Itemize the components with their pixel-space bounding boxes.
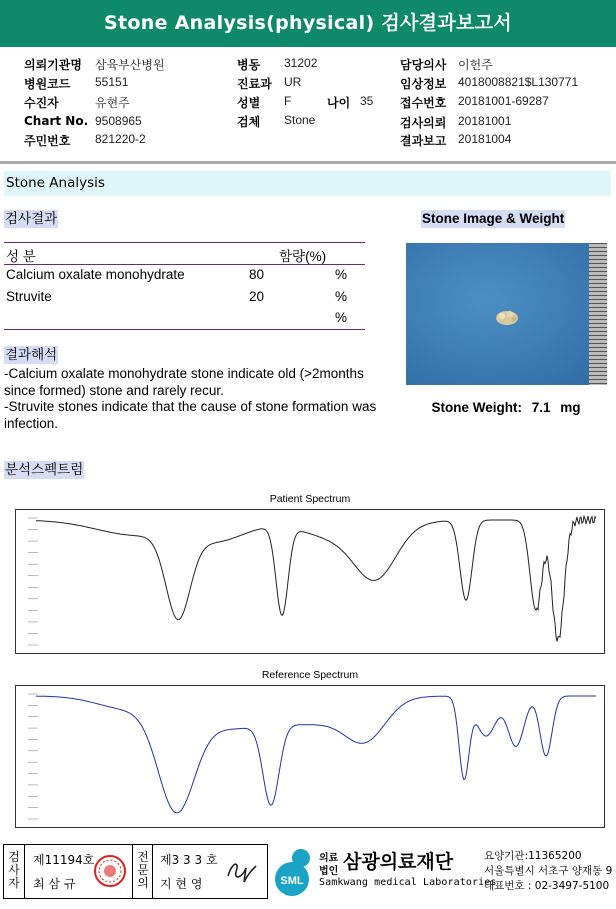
row2-name: Struvite: [6, 289, 52, 304]
request-label: 검사의뢰: [400, 116, 447, 130]
specimen-value: Stone: [284, 113, 316, 127]
sex-value: F: [284, 94, 292, 108]
interpretation-line-1: -Calcium oxalate monohydrate stone indicate old (>2months since formed) stone and rarely recur.: [4, 366, 364, 398]
stone-photo: [406, 243, 607, 385]
patient-value: 유현주: [95, 96, 130, 110]
doctor-value: 이헌주: [458, 58, 493, 72]
specialist-name: 지 현 영: [160, 877, 203, 891]
reference-spectrum-chart: [15, 685, 605, 828]
care-code: 요양기관:11365200: [484, 850, 582, 862]
reference-spectrum-line: [36, 696, 596, 813]
doctor-label: 담당의사: [400, 58, 447, 72]
scale-ruler: [589, 243, 607, 385]
divider: [0, 161, 616, 164]
clinical-value: 4018008821$L130771: [458, 75, 579, 89]
table-bottom-rule: [4, 329, 365, 330]
patient-spectrum-svg: [16, 510, 604, 653]
report-date-label: 결과보고: [400, 134, 447, 148]
org-en: Samkwang medical Laboratories: [319, 877, 497, 888]
logo-text: SML: [280, 875, 304, 887]
results-heading: 검사결과: [5, 211, 58, 227]
age-value: 35: [360, 94, 374, 108]
examiner-no: 제11194호: [33, 853, 95, 867]
dept-value: UR: [284, 75, 302, 89]
stone-weight: [406, 400, 606, 415]
report-date-value: 20181004: [458, 132, 512, 146]
patient-label: 수진자: [24, 96, 59, 110]
chart-value: 9508965: [95, 114, 142, 128]
dept-label: 진료과: [237, 77, 272, 91]
interpretation-text: [4, 366, 396, 432]
row3-unit: %: [335, 310, 348, 325]
patient-spectrum-chart: [15, 509, 605, 654]
org-name: 삼광의료재단: [343, 851, 454, 873]
chart-label: Chart No.: [24, 114, 89, 128]
patient-spectrum-line: [36, 516, 596, 641]
org-prefix-2: 법인: [319, 866, 339, 877]
signature-icon: [222, 854, 262, 888]
clinical-label: 임상정보: [400, 77, 447, 91]
weight-value: 7.1: [531, 400, 551, 415]
row1-unit: %: [335, 267, 348, 282]
reference-spectrum-svg: [16, 686, 604, 827]
col-content: 함량(%): [279, 249, 327, 264]
institution-label: 의뢰기관명: [24, 58, 82, 72]
request-value: 20181001: [458, 114, 512, 128]
specimen-label: 검체: [237, 115, 261, 129]
age-label: 나이: [327, 96, 351, 110]
hospital-code-value: 55151: [95, 75, 129, 89]
weight-unit: mg: [560, 400, 581, 415]
reference-spectrum-title: Reference Spectrum: [261, 669, 359, 681]
ward-value: 31202: [284, 56, 318, 70]
examiner-name: 최 삼 규: [33, 877, 76, 891]
interpretation-line-2: -Struvite stones indicate that the cause of stone formation was infection.: [4, 399, 377, 431]
section-title: Stone Analysis: [4, 171, 611, 196]
table-top-rule: [4, 242, 365, 243]
org-prefix-1: 의료: [319, 853, 339, 864]
resident-value: 821220-2: [95, 132, 146, 146]
phone: 대표번호 : 02-3497-5100: [484, 880, 610, 892]
interpretation-heading: 결과해석: [5, 347, 58, 363]
patient-info: [0, 50, 616, 154]
row1-name: Calcium oxalate monohydrate: [6, 267, 185, 282]
receipt-label: 접수번호: [400, 96, 447, 110]
col-component: 성 분: [6, 249, 36, 264]
hospital-code-label: 병원코드: [24, 77, 71, 91]
stone-photo-graphic: [406, 243, 607, 385]
sex-label: 성별: [237, 96, 261, 110]
receipt-value: 20181001-69287: [458, 94, 549, 108]
weight-label: Stone Weight:: [431, 400, 522, 415]
specialist-no: 제3 3 3 호: [160, 853, 218, 867]
ward-label: 병동: [237, 58, 261, 72]
footer: [0, 840, 616, 909]
patient-spectrum-title: Patient Spectrum: [269, 493, 351, 505]
row2-value: 20: [249, 289, 265, 304]
address: 서울특별시 서초구 양재동 9: [484, 865, 613, 877]
resident-label: 주민번호: [24, 134, 71, 148]
table-header-rule: [4, 264, 365, 265]
sml-logo-icon: [270, 845, 316, 899]
seal-icon: [93, 854, 127, 888]
report-title: Stone Analysis(physical) 검사결과보고서: [0, 0, 616, 47]
spectrum-heading: 분석스펙트럼: [5, 462, 84, 478]
examiner-label: 검사자: [8, 850, 20, 890]
row2-unit: %: [335, 289, 348, 304]
institution-value: 삼육부산병원: [95, 58, 165, 72]
row1-value: 80: [249, 267, 265, 282]
specialist-label: 전문의: [137, 850, 149, 890]
stone-image-heading: Stone Image & Weight: [422, 211, 565, 226]
